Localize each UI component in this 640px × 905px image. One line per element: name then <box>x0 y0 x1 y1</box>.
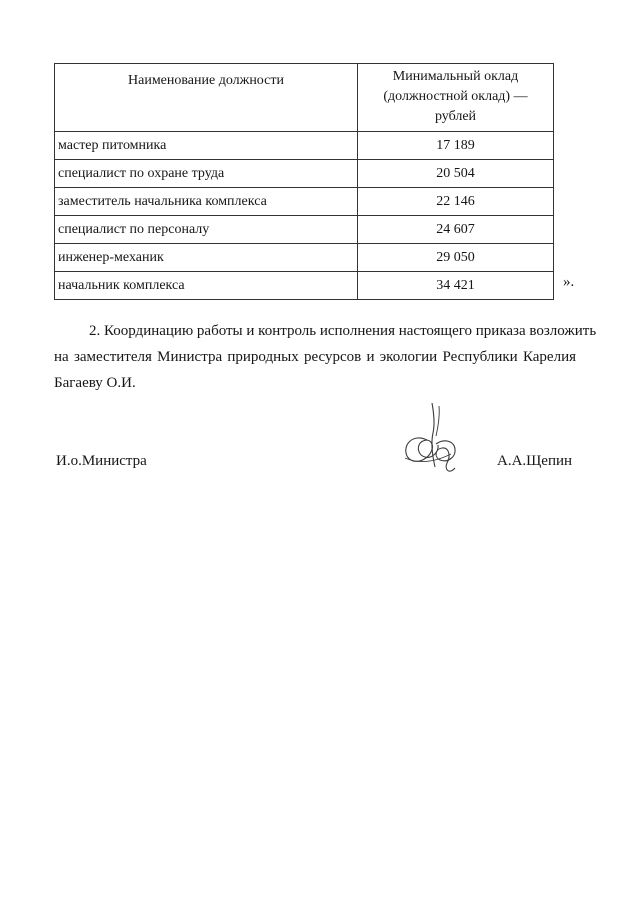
salary-cell: 34 421 <box>358 272 554 300</box>
table-row <box>55 244 554 272</box>
header-position <box>55 64 358 132</box>
signatory-title: И.о.Министра <box>56 453 147 469</box>
position-cell: инженер-механик <box>55 244 358 272</box>
header-salary-line: Минимальный оклад <box>392 69 519 84</box>
table-row <box>55 132 554 160</box>
position-cell: специалист по персоналу <box>55 216 358 244</box>
table-header-row <box>55 64 554 132</box>
paragraph-line: на заместителя Министра природных ресурсов и экологии Республики Карелия <box>54 349 576 365</box>
paragraph-line: 2. Координацию работы и контроль исполнения настоящего приказа возложить <box>89 323 597 339</box>
header-position-line: Наименование должности <box>128 73 284 88</box>
position-cell: специалист по охране труда <box>55 160 358 188</box>
closing-quote: ». <box>563 274 575 290</box>
position-cell: мастер питомника <box>55 132 358 160</box>
salary-cell: 20 504 <box>358 160 554 188</box>
table-row <box>55 272 554 300</box>
signatory-name: А.А.Щепин <box>497 453 573 469</box>
header-salary <box>358 64 554 132</box>
header-salary-line: рублей <box>434 109 477 124</box>
salary-cell: 24 607 <box>358 216 554 244</box>
table-row <box>55 216 554 244</box>
position-cell: начальник комплекса <box>55 272 358 300</box>
salary-cell: 22 146 <box>358 188 554 216</box>
position-cell: заместитель начальника комплекса <box>55 188 358 216</box>
salary-table <box>54 63 554 300</box>
salary-cell: 29 050 <box>358 244 554 272</box>
handwritten-signature-icon <box>399 400 463 480</box>
salary-cell: 17 189 <box>358 132 554 160</box>
table-row <box>55 188 554 216</box>
order-paragraph <box>54 318 597 396</box>
header-salary-line: (должностной оклад) — <box>383 89 528 104</box>
paragraph-line: Багаеву О.И. <box>54 375 136 391</box>
table-row <box>55 160 554 188</box>
